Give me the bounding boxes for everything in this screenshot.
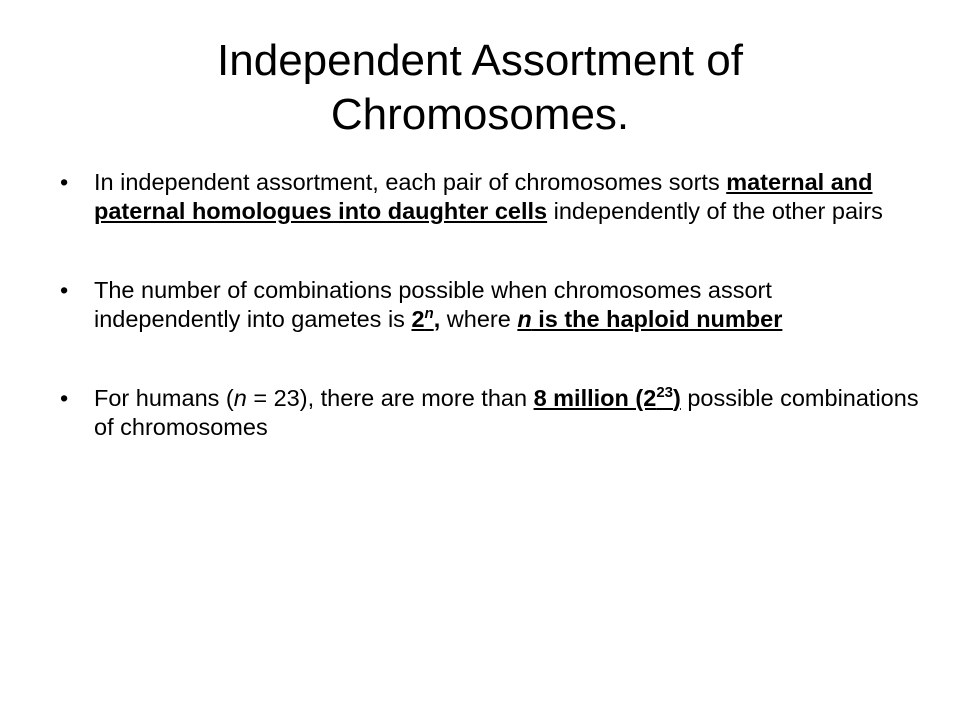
- bullet-text: where: [440, 306, 518, 332]
- emphasis-eight-million: 8 million $(2^{23})$: [533, 384, 681, 411]
- slide-title: Independent Assortment of Chromosomes.: [217, 36, 743, 139]
- formula-exponent: n: [424, 305, 434, 323]
- bullet-list: [60, 168, 920, 442]
- bullet-text: = 23), there are more than: [246, 385, 534, 411]
- formula-comma: ,: [433, 306, 441, 332]
- bullet-text: independently of the other pairs: [547, 198, 883, 224]
- emphasis-haploid-number: n is the haploid number: [517, 306, 783, 332]
- emphasis-two-to-n: [411, 306, 440, 332]
- bullet-text: possible combinations of chromosomes: [94, 385, 919, 440]
- emphasis-homologues: maternal and paternal homologues into daughter cells: [94, 169, 873, 224]
- formula-base: 2: [411, 306, 425, 332]
- formula-exponent: 23: [656, 384, 673, 402]
- variable-n: n: [233, 385, 247, 411]
- bullet-dot-icon: •: [60, 277, 69, 303]
- variable-n: n: [517, 306, 532, 332]
- bullet-independent-assortment: [60, 168, 920, 226]
- bullet-humans: [60, 384, 920, 442]
- bullet-text: For humans (: [94, 385, 234, 411]
- bullet-text: The number of combinations possible when chromosomes assort independently into gametes is: [94, 277, 772, 332]
- bullet-dot-icon: •: [60, 385, 69, 411]
- bullet-combinations: [60, 276, 920, 334]
- bullet-text: In independent assortment, each pair of chromosomes sorts: [94, 169, 727, 195]
- bullet-dot-icon: •: [60, 169, 69, 195]
